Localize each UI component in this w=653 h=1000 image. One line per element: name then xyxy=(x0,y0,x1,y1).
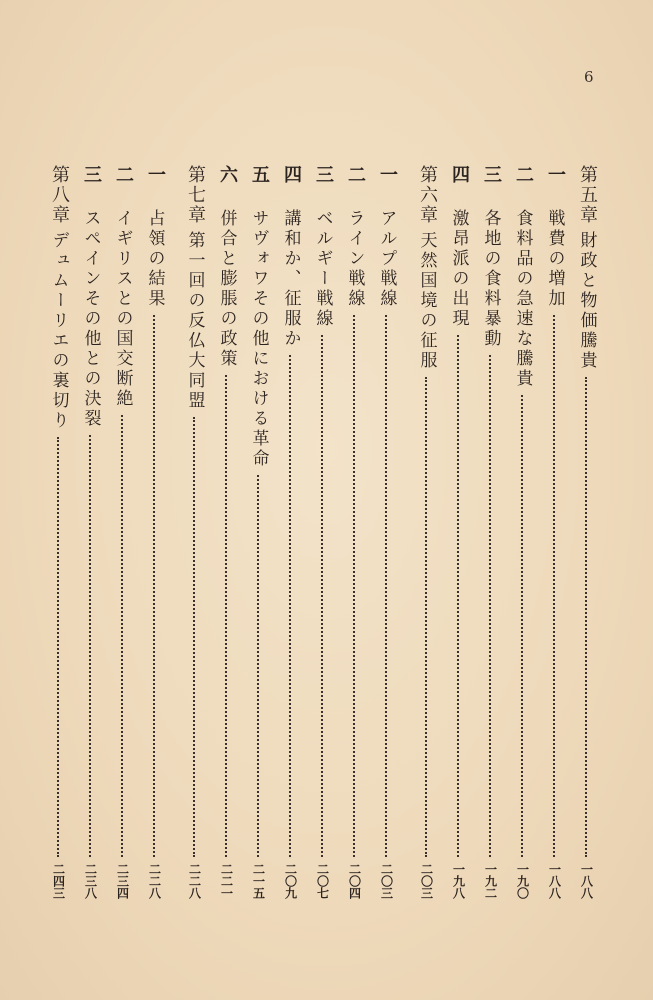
leader-dots xyxy=(89,435,93,857)
section-marker: 二 xyxy=(513,165,534,185)
entry-page: 二〇三 xyxy=(379,863,394,899)
leader-dots xyxy=(521,395,525,857)
entry-title: 天然国境の征服 xyxy=(416,231,437,371)
leader-dots xyxy=(225,375,229,857)
entry-page: 二〇七 xyxy=(315,863,330,899)
section-marker: 一 xyxy=(145,165,166,185)
entry-page: 一九八 xyxy=(451,863,466,899)
toc-entry[interactable] xyxy=(446,165,472,905)
leader-dots xyxy=(553,315,557,857)
section-marker: 三 xyxy=(481,165,502,185)
entry-title: サヴォワその他における革命 xyxy=(248,209,269,469)
toc-entry[interactable] xyxy=(110,165,136,905)
leader-dots xyxy=(153,315,157,857)
leader-dots xyxy=(385,315,389,857)
section-marker: 五 xyxy=(249,165,270,185)
toc-entry[interactable] xyxy=(246,165,272,905)
entry-title: 戦費の増加 xyxy=(544,209,565,309)
chapter-marker: 第八章 xyxy=(49,165,70,225)
table-of-contents xyxy=(48,165,600,905)
entry-page: 二〇三 xyxy=(419,863,434,899)
entry-page: 二一五 xyxy=(251,863,266,899)
toc-entry[interactable] xyxy=(478,165,504,905)
entry-title: 第一回の反仏大同盟 xyxy=(184,231,205,411)
chapter-marker: 第六章 xyxy=(417,165,438,225)
section-marker: 六 xyxy=(217,165,238,185)
entry-title: 占領の結果 xyxy=(144,209,165,309)
toc-entry[interactable] xyxy=(78,165,104,905)
entry-page: 二三八 xyxy=(83,863,98,899)
entry-page: 二〇四 xyxy=(347,863,362,899)
entry-title: デュムーリエの裏切り xyxy=(48,231,69,431)
entry-title: イギリスとの国交断絶 xyxy=(112,209,133,409)
section-marker: 四 xyxy=(281,165,302,185)
entry-title: 食料品の急速な騰貴 xyxy=(512,209,533,389)
section-marker: 四 xyxy=(449,165,470,185)
toc-entry-chapter-8[interactable] xyxy=(46,165,72,905)
toc-entry[interactable] xyxy=(542,165,568,905)
toc-entry[interactable] xyxy=(510,165,536,905)
toc-entry-chapter-6[interactable] xyxy=(414,165,440,905)
leader-dots xyxy=(457,335,461,857)
section-marker: 三 xyxy=(81,165,102,185)
chapter-marker: 第五章 xyxy=(577,165,598,225)
leader-dots xyxy=(121,415,125,857)
page-number: 6 xyxy=(584,68,594,86)
toc-entry[interactable] xyxy=(310,165,336,905)
entry-title: アルプ戦線 xyxy=(376,209,397,309)
entry-page: 二二八 xyxy=(147,863,162,899)
entry-page: 二三四 xyxy=(115,863,130,899)
leader-dots xyxy=(57,437,61,857)
leader-dots xyxy=(489,355,493,857)
toc-entry[interactable] xyxy=(278,165,304,905)
entry-page: 二二一 xyxy=(219,863,234,899)
entry-page: 二〇九 xyxy=(283,863,298,899)
entry-page: 一九〇 xyxy=(515,863,530,899)
entry-title: 講和か、征服か xyxy=(280,209,301,349)
section-marker: 一 xyxy=(377,165,398,185)
leader-dots xyxy=(353,315,357,857)
leader-dots xyxy=(289,355,293,857)
leader-dots xyxy=(257,475,261,857)
chapter-marker: 第七章 xyxy=(185,165,206,225)
entry-title: 各地の食料暴動 xyxy=(480,209,501,349)
entry-page: 二二八 xyxy=(187,863,202,899)
entry-page: 一八八 xyxy=(579,863,594,899)
entry-title: 激昂派の出現 xyxy=(448,209,469,329)
entry-page: 二四三 xyxy=(51,863,66,899)
leader-dots xyxy=(425,377,429,857)
section-marker: 一 xyxy=(545,165,566,185)
entry-page: 一八八 xyxy=(547,863,562,899)
toc-entry[interactable] xyxy=(142,165,168,905)
toc-entry-chapter-5[interactable] xyxy=(574,165,600,905)
entry-title: ベルギー戦線 xyxy=(312,209,333,329)
entry-page: 一九二 xyxy=(483,863,498,899)
section-marker: 三 xyxy=(313,165,334,185)
leader-dots xyxy=(321,335,325,857)
entry-title: ライン戦線 xyxy=(344,209,365,309)
section-marker: 二 xyxy=(345,165,366,185)
toc-entry[interactable] xyxy=(374,165,400,905)
section-marker: 二 xyxy=(113,165,134,185)
entry-title: スペインその他との決裂 xyxy=(80,209,101,429)
toc-entry[interactable] xyxy=(342,165,368,905)
leader-dots xyxy=(193,417,197,857)
entry-title: 併合と膨脹の政策 xyxy=(216,209,237,369)
leader-dots xyxy=(585,377,589,857)
entry-title: 財政と物価騰貴 xyxy=(576,231,597,371)
toc-entry[interactable] xyxy=(214,165,240,905)
toc-entry-chapter-7[interactable] xyxy=(182,165,208,905)
